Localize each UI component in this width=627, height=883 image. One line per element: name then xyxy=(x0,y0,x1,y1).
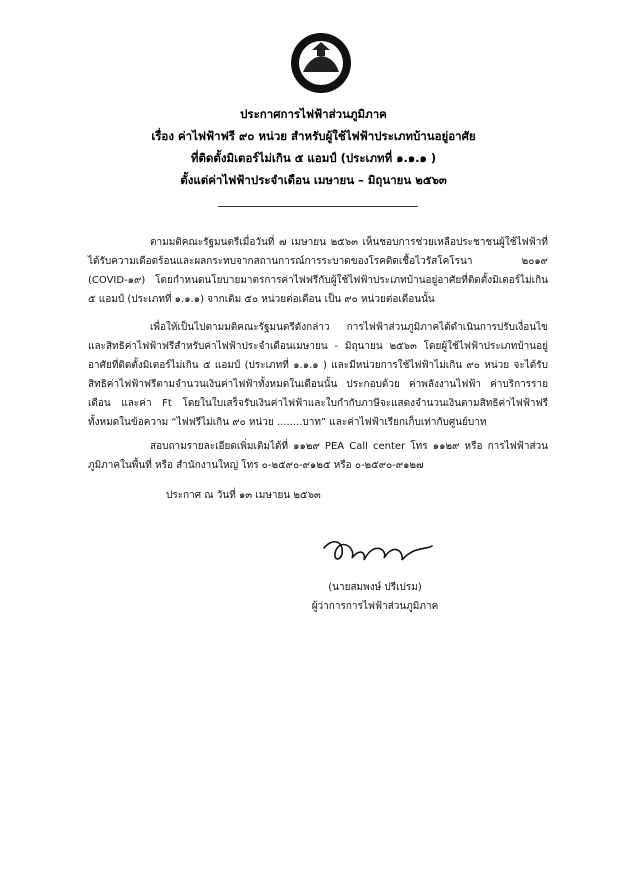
pea-emblem-icon xyxy=(290,32,352,94)
title-line-4: ตั้งแต่ค่าไฟฟ้าประจำเดือน เมษายน – มิถุนายน ๒๕๖๓ xyxy=(180,173,447,187)
signatory-position: ผู้ว่าการการไฟฟ้าส่วนภูมิภาค xyxy=(311,601,439,612)
title-line-3: ที่ติดตั้งมิเตอร์ไม่เกิน ๕ แอมป์ (ประเภทที่ ๑.๑.๑ ) xyxy=(190,151,437,165)
paragraph-cabinet-resolution: ตามมติคณะรัฐมนตรีเมื่อวันที่ ๗ เมษายน ๒๕๖๓ เห็นชอบการช่วยเหลือประชาชนผู้ใช้ไฟฟ้าที่ได้รับความเดือดร้อนและผลกระทบจากสถานการณ์การระบาดของโรคติดเชื้อไวรัสโคโรนา ๒๐๑๙ (COVID-๑๙) โดยกำหนดนโยบายมาตรการค่าไฟฟรีกับผู้ใช้ไฟฟ้าประเภทบ้านอยู่อาศัยที่ติดตั้งมิเตอร์ไม่เกิน ๕ แอมป์ (ประเภทที่ ๑.๑.๑) จากเดิม ๕๐ หน่วยต่อเดือน เป็น ๙๐ หน่วยต่อเดือนนั้น xyxy=(88,237,548,305)
signatory-name: (นายสมพงษ์ ปรีเปรม) xyxy=(328,582,422,593)
paragraph-contact: สอบถามรายละเอียดเพิ่มเติมได้ที่ ๑๑๒๙ PEA Call center โทร ๑๑๒๙ หรือ การไฟฟ้าส่วนภูมิภาคในพื้นที่ หรือ สำนักงานใหญ่ โทร ๐-๒๕๙๐-๙๑๒๕ หรือ ๐-๒๕๙๐-๙๑๒๗ xyxy=(88,441,548,471)
paragraph-implementation: เพื่อให้เป็นไปตามมติคณะรัฐมนตรีดังกล่าว การไฟฟ้าส่วนภูมิภาคได้ดำเนินการปรับเงื่อนไขและสิทธิค่าไฟฟ้าฟรีสำหรับค่าไฟฟ้าประจำเดือนเมษายน - มิถุนายน ๒๕๖๓ โดยผู้ใช้ไฟฟ้าประเภทบ้านอยู่อาศัยที่ติดตั้งมิเตอร์ไม่เกิน ๕ แอมป์ (ประเภทที่ ๑.๑.๑ ) และมีหน่วยการใช้ไฟฟ้าไม่เกิน ๙๐ หน่วย จะได้รับสิทธิค่าไฟฟ้าฟรีตามจำนวนเงินค่าไฟฟ้าทั้งหมดในเดือนนั้น ประกอบด้วย ค่าพลังงานไฟฟ้า ค่าบริการรายเดือน และค่า Ft โดยในใบเสร็จรับเงินค่าไฟฟ้าและใบกำกับภาษีจะแสดงจำนวนเงินตามสิทธิค่าไฟฟ้าฟรีทั้งหมดในข้อความ “ไฟฟรีไม่เกิน ๙๐ หน่วย ........บาท” และค่าไฟฟ้าเรียกเก็บเท่ากับศูนย์บาท xyxy=(88,322,548,428)
signatory-block xyxy=(300,578,450,616)
title-divider xyxy=(218,206,418,207)
announcement-date: ประกาศ ณ วันที่ ๑๓ เมษายน ๒๕๖๓ xyxy=(166,490,321,501)
pea-logo xyxy=(290,32,352,94)
signature-scribble xyxy=(318,530,438,572)
signature xyxy=(318,530,438,572)
title-line-1: ประกาศการไฟฟ้าส่วนภูมิภาค xyxy=(240,107,387,121)
announcement-title xyxy=(90,103,537,191)
title-line-2: เรื่อง ค่าไฟฟ้าฟรี ๙๐ หน่วย สำหรับผู้ใช้ไฟฟ้าประเภทบ้านอยู่อาศัย xyxy=(151,129,476,143)
